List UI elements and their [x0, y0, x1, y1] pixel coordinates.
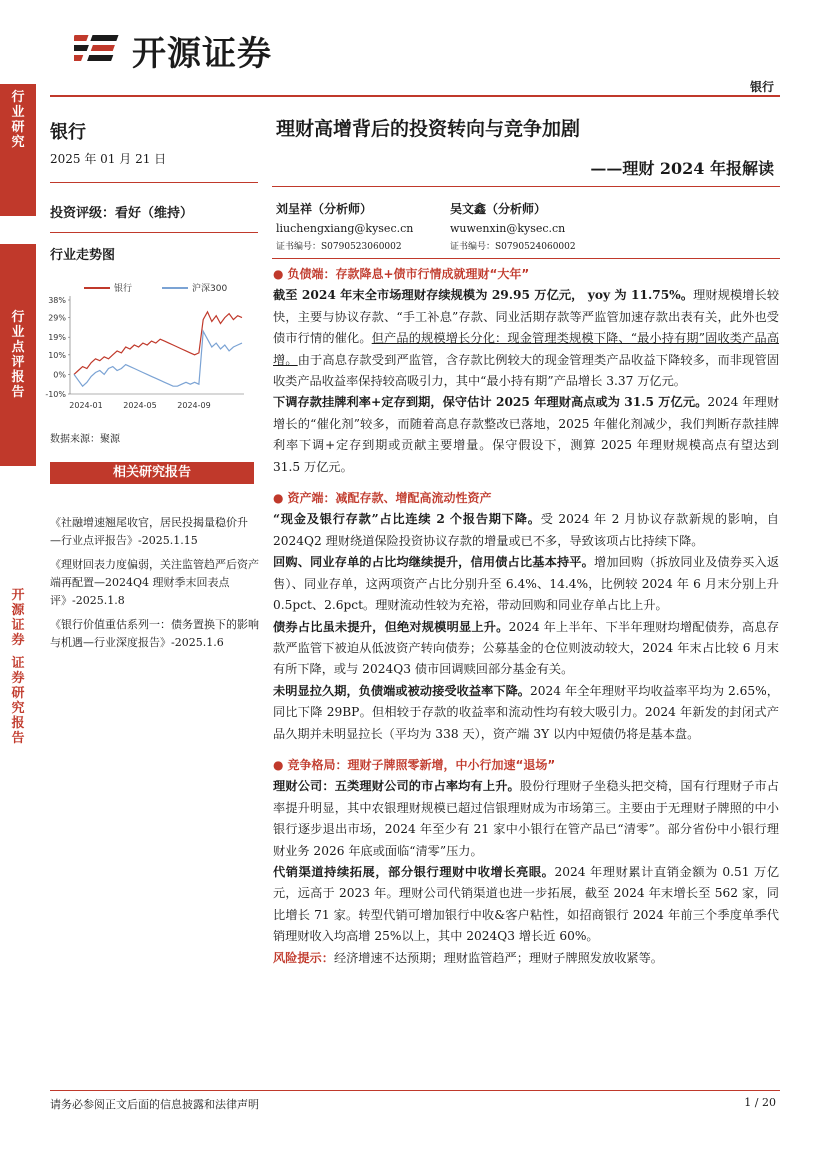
y-tick-label: 19% [48, 333, 66, 343]
side-tag-char: 行 [11, 90, 25, 105]
brand-logo-icon [74, 31, 124, 71]
legend-label: 银行 [114, 284, 133, 294]
sector-name: 银行 [50, 122, 86, 143]
author-name: 刘呈祥（分析师） [276, 202, 373, 216]
section-heading: ● 竞争格局：理财子牌照零新增，中小行加速“退场” [273, 757, 556, 772]
side-tag-char: 研 [11, 686, 25, 701]
side-tag-char: 开 [11, 588, 25, 603]
report-subtitle: ——理财 2024 年报解读 [590, 159, 774, 178]
section-heading: ● 负债端：存款降息+债市行情成就理财“大年” [273, 267, 530, 281]
side-tag-char: 报 [11, 370, 25, 385]
side-tag-report-type [0, 244, 36, 466]
side-tag-char: 券 [11, 671, 25, 686]
author-email[interactable]: liuchengxiang@kysec.cn [276, 222, 414, 235]
side-tag-char: 告 [11, 731, 25, 746]
y-tick-label: 38% [48, 296, 66, 305]
paragraph: 截至 2024 年末全市场理财存续规模为 29.95 万亿元， yoy 为 11.75%。理财规模增长较快，主要与协议存款、“手工补息”存款、同业活期存款等严监管加速存款出表有关，此外也受债市行情的催化。但产品的规模增长分化：现金管理类规模下降、“最小持有期”固收类产品高增。由于高息存款受到严监管，含存款比例较大的现金管理类产品收益下降较多，而非现管固收类产品收益率保持较高吸引力，其中“最小持有期”产品增长 3.37 万亿元。 [273, 288, 780, 389]
section-heading: ● 资产端：减配存款、增配高流动性资产 [273, 491, 492, 506]
paragraph: “现金及银行存款”占比连续 2 个报告期下降。受 2024 年 2 月协议存款新规的影响，自 2024Q2 理财绕道保险投资协议存款的增量或已不多，导致该项占比持续下降。 [273, 512, 779, 548]
author-cert: 证书编号：S0790524060002 [450, 242, 576, 252]
legend-label: 沪深300 [192, 284, 228, 294]
side-tag-char: 评 [11, 355, 25, 370]
paragraph: 回购、同业存单的占比均继续提升，信用债占比基本持平。增加回购（拆放同业及债券买入返售）、同业存单，这两项资产占比分别升至 6.4%、14.4%，比例较 2024 年 6 月末分别上升 0.5pct、2.6pct。理财流动性较为充裕，带动回购和同业存单占比上升。 [273, 555, 780, 613]
authors-divider [272, 258, 780, 259]
side-tag-char: 点 [11, 340, 25, 355]
author-name: 吴文鑫（分析师） [450, 202, 547, 216]
paragraph: 代销渠道持续拓展，部分银行理财中收增长亮眼。2024 年理财累计直销金额为 0.51 万亿元，远高于 2023 年。理财公司代销渠道也进一步拓展，截至 2024 年末增长至 562 家，同比增长 71 家。转型代销可增加银行中收&客户粘性，如招商银行 2024 年前三个季度单季代销理财收入均高增 25%以上，其中 2024Q3 增长近 60%。 [273, 864, 780, 944]
y-tick-label: -10% [45, 390, 66, 399]
report-date: 2025 年 01 月 21 日 [50, 152, 167, 166]
paragraph: 理财公司：五类理财公司的市占率均有上升。股份行理财子坐稳头把交椅，国有行理财子市占率提升明显，其中农银理财规模已超过信银理财成为市场第三。主要由于无理财子牌照的中小银行逐步退出市场，2024 年至少有 21 家中小银行在管产品已“清零”。部分省份中小银行理财业务 2026 年底或面临“清零”压力。 [273, 779, 779, 858]
side-tag-char: 证 [11, 618, 25, 633]
related-reports-title: 相关研究报告 [50, 462, 254, 484]
y-tick-label: 29% [48, 313, 66, 323]
side-tag-char: 研 [11, 120, 25, 135]
paragraph: 下调存款挂牌利率+定存到期，保守估计 2025 年理财高点或为 31.5 万亿元。2024 年理财增长的“催化剂”较多，而随着高息存款整改已落地，2025 年催化剂减少，我们判断存款挂牌利率下调+定存到期或贡献主要增量。保守假设下，测算 2025 年理财规模高点有望达到 31.5 万亿元。 [273, 395, 780, 474]
chart-source: 数据来源：聚源 [50, 434, 120, 445]
author-cert: 证书编号：S0790523060002 [276, 242, 402, 252]
trend-chart-svg [40, 278, 252, 416]
author-card [276, 200, 413, 257]
related-report-link[interactable]: 《银行价值重估系列一：债务置换下的影响与机遇—行业深度报告》-2025.1.6 [50, 618, 259, 649]
side-tag-char: 券 [11, 633, 25, 648]
side-tag-char: 究 [11, 701, 25, 716]
side-tag-char: 报 [11, 716, 25, 731]
footer-disclaimer: 请务必参阅正文后面的信息披露和法律声明 [50, 1098, 259, 1111]
side-tag-char: 行 [11, 310, 25, 325]
side-tag-char: 证 [11, 656, 25, 671]
side-tag-char: 究 [11, 135, 25, 150]
report-summary [273, 264, 779, 969]
side-tag-char: 业 [11, 325, 25, 340]
y-tick-label: 0% [53, 370, 66, 380]
paragraph: 债券占比虽未提升，但绝对规模明显上升。2024 年上半年、下半年理财均增配债券，高息存款严监管下被迫从低波资产转向债券；公募基金的仓位则波动较大，2024 年末占比较 6 月末有所下降，或与 2024Q3 债市回调赎回部分基金有关。 [273, 619, 780, 677]
industry-trend-chart [40, 278, 252, 416]
side-tag-industry-research [0, 84, 36, 216]
side-tag-char: 源 [11, 603, 25, 618]
series-line [74, 331, 242, 386]
risk-note: 风险提示：经济增速不达预期；理财监管趋严；理财子牌照发放收紧等。 [273, 950, 663, 965]
trend-title: 行业走势图 [50, 248, 116, 263]
header-category: 银行 [749, 80, 774, 94]
x-tick-label: 2024-05 [123, 401, 157, 410]
brand-logo [74, 26, 272, 75]
related-reports-list [50, 514, 262, 658]
header-divider [50, 95, 780, 97]
author-card [450, 200, 576, 257]
x-tick-label: 2024-09 [177, 401, 211, 410]
y-tick-label: 10% [48, 350, 66, 360]
side-tag-char: 告 [11, 385, 25, 400]
title-divider [272, 186, 780, 187]
x-tick-label: 2024-01 [69, 401, 103, 410]
related-report-link[interactable]: 《理财回表力度偏弱，关注监管趋严后资产端再配置—2024Q4 理财季末回表点评》-2025.1.8 [50, 558, 259, 607]
side-tag-brand [0, 588, 36, 748]
brand-name: 开源证券 [132, 34, 272, 74]
footer-divider [50, 1090, 780, 1091]
left-divider [50, 232, 258, 233]
related-report-link[interactable]: 《社融增速翘尾收官，居民投揭量稳价升 —行业点评报告》-2025.1.15 [50, 516, 248, 547]
author-email[interactable]: wuwenxin@kysec.cn [450, 222, 566, 235]
report-title: 理财高增背后的投资转向与竞争加剧 [276, 118, 581, 140]
page-number: 1 / 20 [744, 1096, 776, 1109]
investment-rating: 投资评级：看好（维持） [50, 206, 194, 221]
left-divider [50, 182, 258, 183]
side-tag-char: 业 [11, 105, 25, 120]
paragraph: 未明显拉久期，负债端或被动接受收益率下降。2024 年全年理财平均收益率平均为 2.65%，同比下降 29BP。但相较于存款的收益率和流动性均有较大吸引力。2024 年新发的封闭式产品久期并未明显拉长（平均为 338 天），资产端 3Y 以内中短债仍将是基本盘。 [273, 683, 779, 741]
